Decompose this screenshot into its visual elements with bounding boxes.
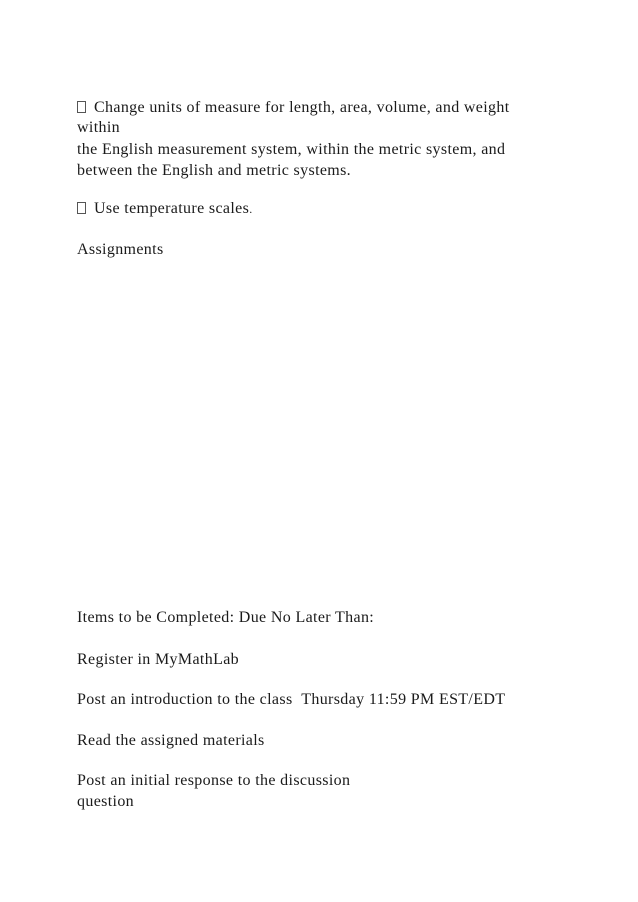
- objective-item-1-text-1: Change units of measure for length, area, volume, and weight: [94, 99, 510, 116]
- objective-item-1-line-4: between the English and metric systems.: [77, 162, 352, 179]
- assignment-row-3: [77, 731, 265, 751]
- objective-item-1-line-3: the English measurement system, within the metric system, and: [77, 141, 506, 158]
- assignment-row-1: [77, 650, 239, 670]
- assignment-row-4-line-1: Post an initial response to the discussion: [77, 772, 351, 789]
- assignment-row-2-due: Thursday 11:59 PM EST/EDT: [301, 691, 506, 708]
- objective-item-2-period: .: [249, 202, 253, 216]
- assignment-row-3-item: Read the assigned materials: [77, 732, 265, 749]
- missing-glyph-box-icon: [77, 202, 86, 214]
- missing-glyph-box-icon: [77, 101, 86, 113]
- assignment-row-2: [77, 690, 505, 710]
- assignments-table-header: Items to be Completed: Due No Later Than:: [77, 609, 375, 626]
- assignments-heading: Assignments: [77, 241, 164, 258]
- objective-item-2: [77, 199, 253, 219]
- assignment-row-2-item: Post an introduction to the class: [77, 691, 293, 708]
- objective-item-1-line-2: within: [77, 119, 120, 136]
- objective-item-1-line-1: [77, 98, 510, 118]
- assignment-row-4-line-2: question: [77, 793, 135, 810]
- objective-item-2-text: Use temperature scales: [94, 200, 250, 217]
- assignment-row-1-item: Register in MyMathLab: [77, 651, 239, 668]
